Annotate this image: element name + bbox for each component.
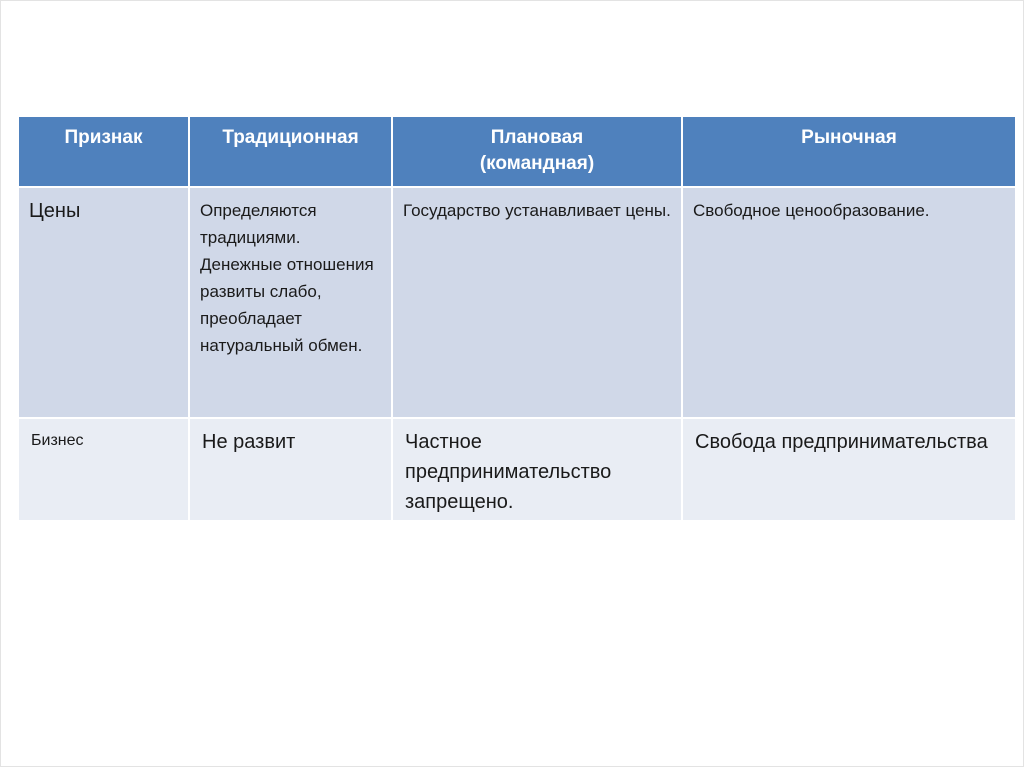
header-feature: Признак (19, 117, 189, 187)
cell-planned: Государство устанавливает цены. (392, 187, 682, 418)
header-market: Рыночная (682, 117, 1015, 187)
cell-traditional: Не развит (189, 418, 392, 520)
cell-feature: Бизнес (19, 418, 189, 520)
header-row (19, 117, 1015, 187)
cell-feature: Цены (19, 187, 189, 418)
header-planned: Плановая (командная) (392, 117, 682, 187)
table-row-prices (19, 187, 1015, 418)
economic-systems-table (19, 117, 1015, 520)
cell-traditional: Определяются традициями. Денежные отношения развиты слабо, преобладает натуральный обмен. (189, 187, 392, 418)
header-planned-subtitle: (командная) (479, 153, 595, 174)
cell-market: Свобода предпринимательства (682, 418, 1015, 520)
table-row-business (19, 418, 1015, 520)
header-traditional: Традиционная (189, 117, 392, 187)
cell-market: Свободное ценообразование. (682, 187, 1015, 418)
cell-planned: Частное предпринимательство запрещено. (392, 418, 682, 520)
